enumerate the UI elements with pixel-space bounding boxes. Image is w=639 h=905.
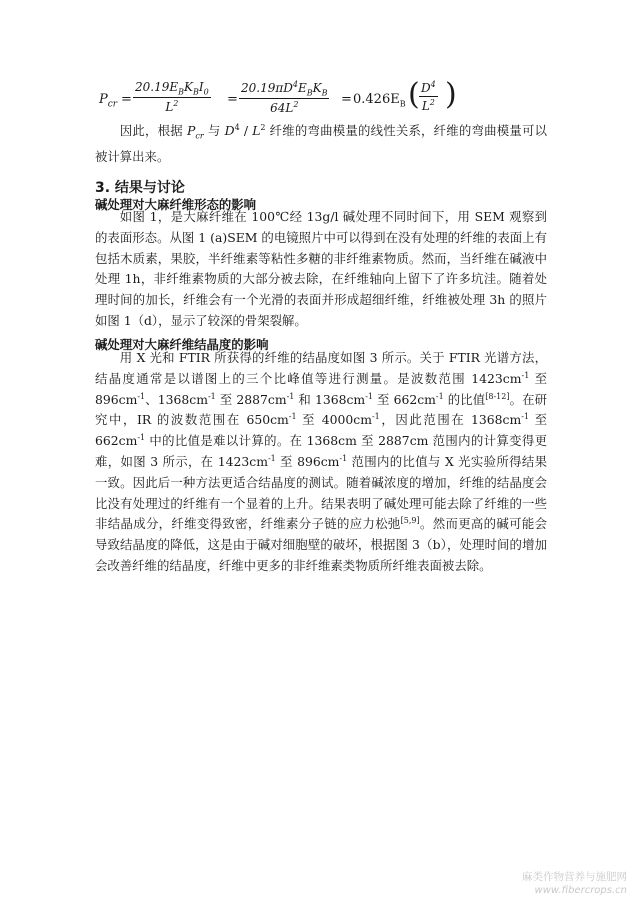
intro-paragraph: 因此，根据 $P_{cr}$ 与 $D^4 / L^2$ 纤维的弯曲模量的线性关系，纤维的弯曲模量可以被计算出来。 [95,122,547,165]
buckling-load-formula: $P_{cr}$ = $20.19E_BK_BI_0$ $L^2$ = $20.19\pi D^4E_BK_B$ $64L^2$ = $0.426E_B$ ( $\frac{D^4}{L^2}$ ) [99,77,457,116]
crystallinity-paragraph: 用 X 光和 FTIR 所获得的纤维的结晶度如图 3 所示。关于 FTIR 光谱方法，结晶度通常是以谱图上的三个比峰值等进行测量。是波数范围 $1423cm^{-1}$ 至 $896cm^{-1}$、$1368cm^{-1}$ 至 $2887cm^{-1}$ 和 $1368cm^{-1}$ 至 $662cm^{-1}$ 的比值[8-12]。在研究中，IR 的波数范围在 $650cm^{-1}$ 至 $4000cm^{-1}$，因此范围在 $1368cm^{-1}$ 至 $662cm^{-1}$ 中的比值是难以计算的。在 1368cm 至 2887cm 范围内的计算变得更难，如图 3 所示，在 $1423cm^{-1}$ 至 $896cm^{-1}$ 范围内的比值与 X 光实验所得结果一致。因此后一种方法更适合结晶度的测试。随着碱浓度的增加，纤维的结晶度会比没有处理过的纤维有一个显着的上升。结果表明了碱处理可能去除了纤维的一些非结晶成分，纤维变得致密，纤维素分子链的应力松弛[5,9]。然而更高的碱可能会导致结晶度的降低，这是由于碱对细胞壁的破坏，根据图 3（b），处理时间的增加会改善纤维的结晶度，纤维中更多的非纤维素类物质所纤维表面被去除。 [95,350,548,573]
formula-fraction-1: $20.19E_BK_BI_0$ $L^2$ [135,80,209,115]
morphology-paragraph: 如图 1，是大麻纤维在 100℃经 13g/l 碱处理不同时间下，用 SEM 观察到的表面形态。从图 1 (a)SEM 的电镜照片中可以得到在没有处理的纤维的表面上有包括木质素，果胶，半纤维素等粘性多糖的非纤维素物质。然而，当纤维在碱液中处理 1h，非纤维素物质的大部分被去除，在纤维轴向上留下了许多坑洼。随着处理时间的加长，纤维会有一个光滑的表面并形成超细纤维，纤维被处理 3h 的照片如图 1（d），显示了较深的骨架裂解。 [95,209,547,328]
subsection-title-morphology: 碱处理对大麻纤维形态的影响 [95,197,257,212]
section-title: 3. 结果与讨论 [95,180,185,196]
subsection-title-crystallinity: 碱处理对大麻纤维结晶度的影响 [95,337,269,352]
site-watermark [522,871,627,897]
formula-fraction-3: $\frac{D^4}{L^2}$ [421,80,436,113]
watermark-url: www.fibercrops.cn [534,885,627,896]
watermark-name: 麻类作物营养与施肥网 [522,871,627,883]
formula-fraction-2: $20.19\pi D^4E_BK_B$ $64L^2$ [241,80,328,116]
